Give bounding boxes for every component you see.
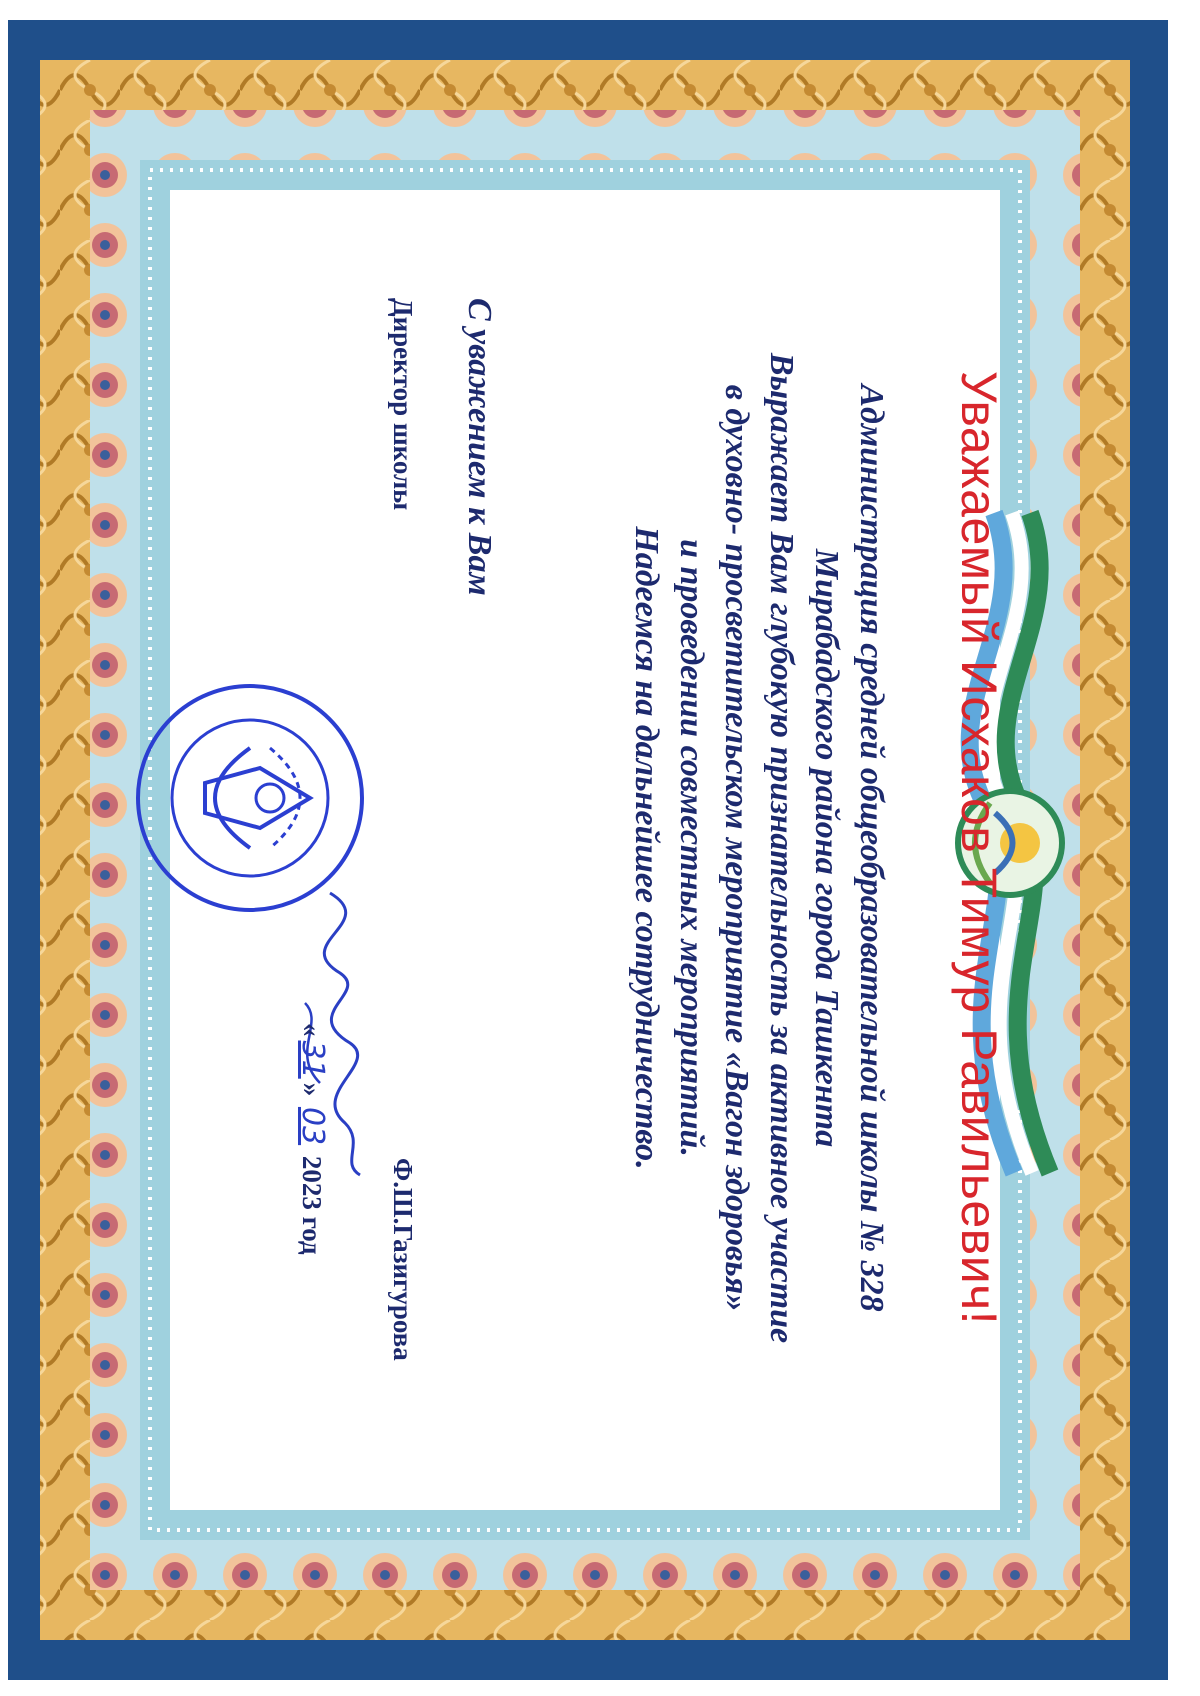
body-line-3: Выражает Вам глубокую признательность за активное участие — [763, 352, 800, 1344]
date-open-quote: « — [297, 1023, 327, 1037]
greeting-title: Уважаемый Исхаков Тимур Равильевич! — [951, 370, 1007, 1326]
director-name: Ф.Ш.Газигурова — [388, 1158, 418, 1361]
date-close-quote: » — [297, 1082, 327, 1097]
body-line-4: в духовно- просветительском мероприятие «Вагон здоровья» — [718, 384, 755, 1312]
date-year: 2023 год — [297, 1155, 327, 1255]
date-month: 03 — [295, 1106, 330, 1146]
body-line-6: Надеемся на дальнейшее сотрудничество. — [628, 526, 665, 1170]
body-line-1: Администрация средней общеобразовательной школы № 328 — [853, 384, 890, 1312]
certificate-content — [110, 123, 1090, 1573]
body-line-5: и проведении совместных мероприятий. — [673, 539, 710, 1157]
date-day: 31 — [295, 1040, 330, 1079]
body-line-2: Мирабадского района города Ташкента — [808, 548, 845, 1148]
director-title: Директор школы — [388, 298, 418, 511]
certificate-date — [295, 1023, 330, 1255]
closing-phrase: С уважением к Вам — [461, 298, 498, 596]
director-signature — [270, 883, 400, 1183]
official-stamp — [130, 678, 370, 918]
